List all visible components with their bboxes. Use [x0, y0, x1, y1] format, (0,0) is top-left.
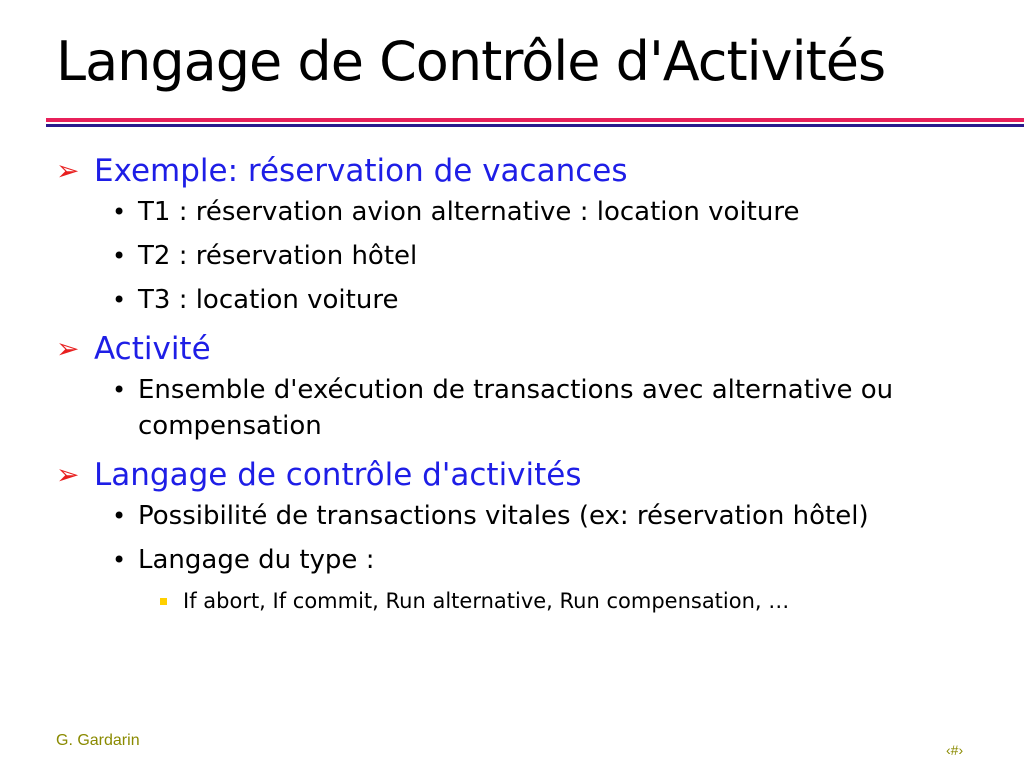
- title-divider-red: [46, 118, 1024, 122]
- section-heading-text: Activité: [94, 331, 211, 367]
- section-heading: [56, 326, 976, 372]
- list-item: [56, 498, 976, 534]
- slide-number: ‹#›: [946, 742, 964, 758]
- list-item-text: T1 : réservation avion alternative : location voiture: [138, 197, 800, 227]
- square-icon: [160, 598, 167, 605]
- list-item-text: Ensemble d'exécution de transactions avec alternative ou compensation: [138, 375, 894, 441]
- arrow-right-icon: ➢: [56, 458, 80, 491]
- list-item: [56, 238, 976, 274]
- arrow-right-icon: ➢: [56, 332, 80, 365]
- dot-icon: •: [112, 286, 127, 314]
- arrow-right-icon: ➢: [56, 154, 80, 187]
- list-item: [56, 542, 976, 578]
- section-heading-text: Langage de contrôle d'activités: [94, 457, 582, 493]
- list-item-text: Possibilité de transactions vitales (ex: réservation hôtel): [138, 501, 869, 531]
- section-heading: [56, 148, 976, 194]
- dot-icon: •: [112, 502, 127, 530]
- slide-title: Langage de Contrôle d'Activités: [56, 30, 886, 93]
- list-item-text: Langage du type :: [138, 545, 375, 575]
- dot-icon: •: [112, 546, 127, 574]
- dot-icon: •: [112, 376, 127, 404]
- list-item: [56, 282, 976, 318]
- sub-list-item: [56, 586, 976, 616]
- section-heading-text: Exemple: réservation de vacances: [94, 153, 628, 189]
- title-divider-blue: [46, 124, 1024, 127]
- footer-author: G. Gardarin: [56, 732, 140, 749]
- slide-body: [56, 148, 976, 616]
- sub-list-item-text: If abort, If commit, Run alternative, Run compensation, …: [183, 589, 790, 613]
- dot-icon: •: [112, 198, 127, 226]
- list-item: [56, 372, 976, 444]
- list-item: [56, 194, 976, 230]
- dot-icon: •: [112, 242, 127, 270]
- section-heading: [56, 452, 976, 498]
- list-item-text: T3 : location voiture: [138, 285, 399, 315]
- list-item-text: T2 : réservation hôtel: [138, 241, 418, 271]
